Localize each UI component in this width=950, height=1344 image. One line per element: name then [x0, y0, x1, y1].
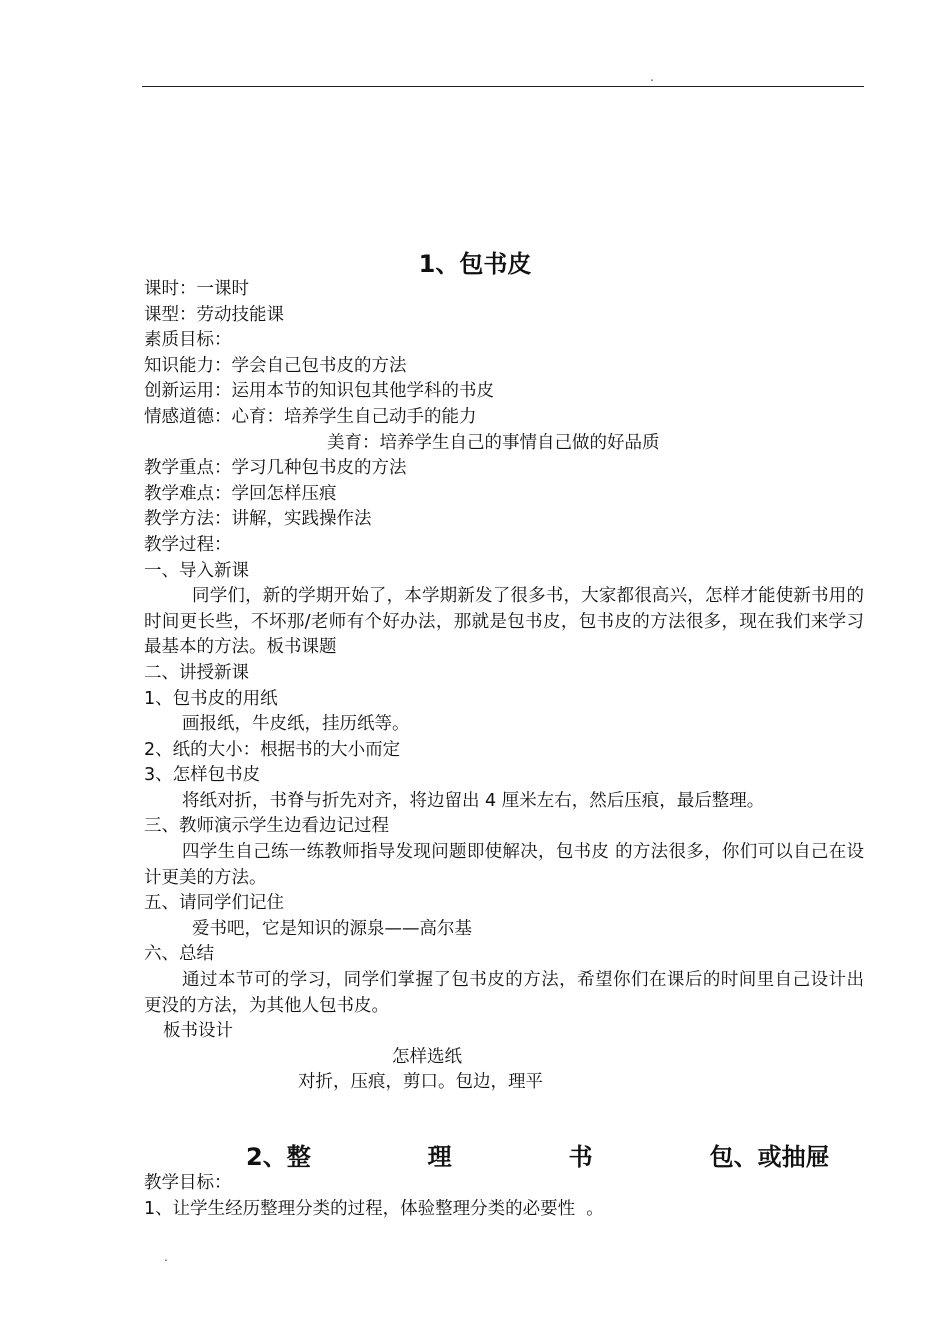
- item-paper-heading: 1、包书皮的用纸: [144, 688, 278, 709]
- section-summary-heading: 六、总结: [144, 944, 214, 965]
- section-intro-heading: 一、导入新课: [144, 560, 249, 581]
- quality-goals-heading: 素质目标：: [144, 330, 232, 351]
- practice-paragraph: 四学生自己练一练教师指导发现问题即使解决，包书皮 的方法很多，你们可以自己在设计更美的方法。: [144, 842, 864, 888]
- board-design-heading: 板书设计: [163, 1021, 233, 1042]
- header-rule: [142, 86, 864, 87]
- teaching-goals-heading: 教学目标：: [144, 1173, 232, 1193]
- section-teach-heading: 二、讲授新课: [144, 662, 249, 683]
- teaching-focus: 教学重点：学习几种包书皮的方法: [144, 458, 407, 479]
- innovation-application: 创新运用：运用本节的知识包其他学科的书皮: [144, 381, 494, 402]
- board-line-1: 怎样选纸: [392, 1046, 462, 1067]
- item-paper-text: 画报纸，牛皮纸，挂历纸等。: [182, 714, 410, 735]
- lesson1-title: 1、包书皮: [418, 250, 532, 278]
- item-how-text: 将纸对折，书脊与折先对齐，将边留出 4 厘米左右，然后压痕，最后整理。: [182, 790, 765, 811]
- section-demo-heading: 三、教师演示学生边看边记过程: [144, 816, 389, 837]
- board-line-2: 对折，压痕，剪口。包边，理平: [298, 1072, 543, 1093]
- lesson2-body: [144, 1171, 864, 1222]
- lesson2-title: 2、整 理 书 包、或抽屉: [246, 1143, 830, 1171]
- intro-paragraph: 同学们，新的学期开始了，本学期新发了很多书，大家都很高兴，怎样才能使新书用的时间更长些，不坏那/老师有个好办法，那就是包书皮，包书皮的方法很多，现在我们来学习最基本的方法。板书课题: [144, 586, 864, 658]
- aesthetic-education: 美育：培养学生自己的事情自己做的好品质: [327, 432, 660, 453]
- item-size: 2、纸的大小：根据书的大小而定: [144, 739, 401, 760]
- teaching-method: 教学方法：讲解，实践操作法: [144, 509, 372, 530]
- emotion-morality: 情感道德：心育：培养学生自己动手的能力: [144, 406, 477, 427]
- summary-paragraph: 通过本节可的学习，同学们掌握了包书皮的方法，希望你们在课后的时间里自己设计出更没的方法，为其他人包书皮。: [144, 970, 864, 1016]
- class-type: 课型：劳动技能课: [144, 304, 284, 325]
- item-how-heading: 3、怎样包书皮: [144, 765, 261, 786]
- lesson1-body: [144, 277, 864, 1096]
- teaching-difficulty: 教学难点：学回怎样压痕: [144, 483, 337, 504]
- class-hours: 课时：一课时: [144, 279, 249, 299]
- quote-text: 爱书吧，它是知识的源泉——高尔基: [192, 918, 472, 939]
- goal-1: 1、让学生经历整理分类的过程，体验整理分类的必要性 。: [144, 1198, 604, 1219]
- teaching-process-heading: 教学过程：: [144, 534, 232, 555]
- footer-dot: .: [164, 1250, 168, 1264]
- header-dot: .: [650, 70, 654, 84]
- knowledge-ability: 知识能力：学会自己包书皮的方法: [144, 355, 407, 376]
- section-remember-heading: 五、请同学们记住: [144, 893, 284, 914]
